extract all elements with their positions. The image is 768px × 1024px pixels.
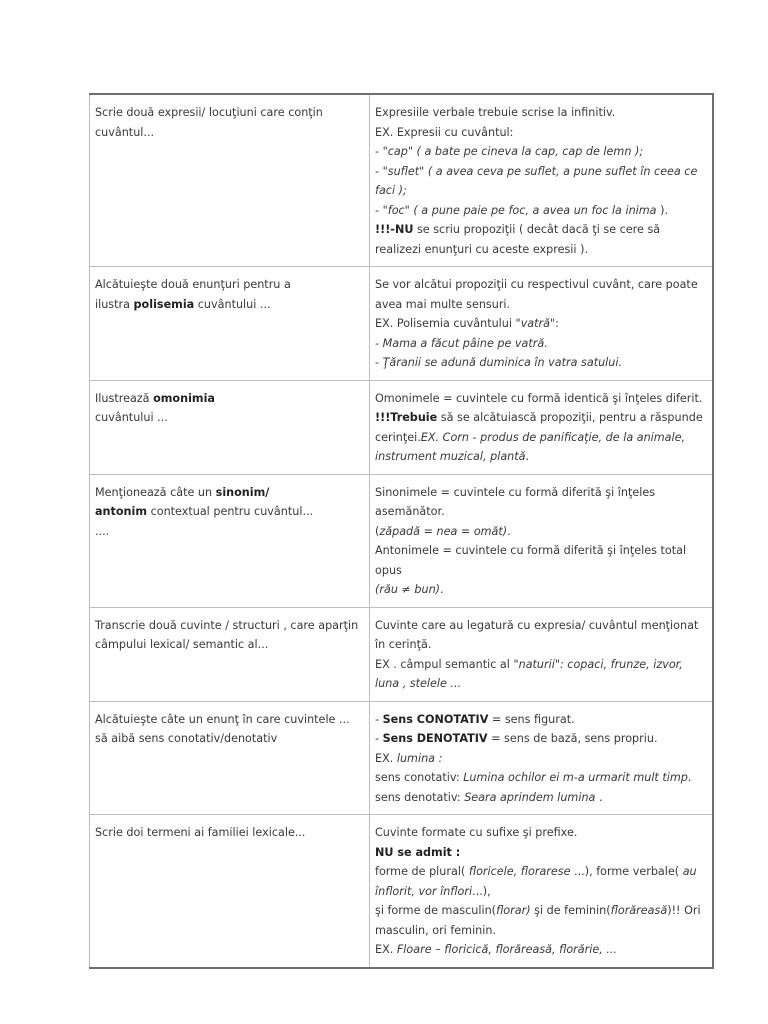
bold-text: Sens DENOTATIV [382, 732, 488, 745]
text-run: realizezi enunţuri cu aceste expresii ). [375, 242, 589, 256]
text-run: sens conotativ: [375, 771, 464, 784]
text-line [375, 710, 707, 730]
text-run: ": [550, 317, 559, 330]
italic-text: lumina : [396, 751, 443, 765]
task-cell [90, 267, 370, 381]
text-run: forme de plural( [375, 865, 469, 878]
text-run: Alcătuieşte două enunţuri pentru a [95, 278, 291, 291]
italic-text: foc" ( a pune paie pe foc, a avea un foc la inima [387, 203, 657, 217]
table-row [90, 607, 713, 701]
text-run: Alcătuieşte câte un enunţ în care cuvintele ... [95, 712, 350, 726]
task-cell [90, 94, 370, 267]
text-run: )!! Ori [667, 904, 701, 917]
text-run: şi forme de masculin( [375, 904, 497, 917]
text-line [95, 635, 364, 655]
text-run: = sens de bază, sens propriu. [487, 732, 658, 745]
text-line [375, 674, 707, 694]
text-line [375, 901, 707, 921]
text-line [375, 522, 707, 542]
text-line [95, 123, 364, 143]
italic-text: luna , stelele ... [375, 677, 462, 690]
text-line [375, 561, 707, 581]
explanation-cell [370, 815, 713, 968]
text-run: cuvântului ... [194, 297, 271, 311]
italic-text: EX. Corn - produs de panificaţie, de la animale, [420, 430, 686, 444]
text-run: avea mai multe sensuri. [375, 297, 511, 311]
text-line [375, 921, 707, 941]
text-line [95, 275, 364, 295]
task-cell [90, 607, 370, 701]
text-line [375, 541, 707, 561]
text-line [375, 940, 707, 960]
text-run: EX. [375, 943, 397, 956]
text-line [95, 408, 364, 428]
bold-text: antonim [95, 505, 148, 518]
text-line [375, 483, 707, 503]
task-cell [90, 815, 370, 968]
worksheet-table [89, 93, 714, 969]
text-line [95, 823, 364, 843]
text-line [375, 103, 707, 123]
text-run: - " [375, 203, 388, 217]
explanation-cell [370, 474, 713, 607]
bold-text: !!!-NU [375, 223, 414, 236]
italic-text: faci ); [375, 184, 407, 197]
text-run: în cerinţă. [375, 638, 432, 651]
text-line [375, 729, 707, 749]
table-row [90, 815, 713, 968]
text-run: Omonimele = cuvintele cu formă identică şi înţeles diferit. [375, 391, 703, 405]
text-run: cuvântul... [95, 125, 155, 139]
text-run: Se vor alcătui propoziţii cu respectivul cuvânt, care poate [375, 278, 698, 291]
text-run: cerinţei. [375, 430, 421, 444]
italic-text: au [682, 865, 697, 878]
text-run: . [440, 583, 444, 596]
text-line [375, 314, 707, 334]
italic-text: Floare – floricică, florăreasă, florărie, ... [396, 943, 618, 956]
table-body [90, 94, 713, 968]
italic-text: "naturii": copaci, frunze, izvor, [513, 657, 683, 671]
text-line [375, 162, 707, 182]
text-line [95, 522, 364, 542]
text-line [375, 240, 707, 260]
text-line [375, 295, 707, 315]
table-row [90, 474, 713, 607]
text-run: . [507, 524, 511, 538]
text-line [375, 408, 707, 428]
text-line [95, 103, 364, 123]
text-run: ...), forme verbale( [570, 865, 683, 878]
text-run: . [595, 790, 603, 804]
italic-text: florăreasă [610, 904, 668, 917]
text-line [375, 635, 707, 655]
text-line [375, 334, 707, 354]
text-run: EX. Polisemia cuvântului " [375, 317, 521, 330]
text-line [375, 655, 707, 675]
text-line [375, 788, 707, 808]
text-line [95, 616, 364, 636]
table-row [90, 267, 713, 381]
text-line [95, 389, 364, 409]
bold-text: polisemia [133, 297, 195, 311]
text-line [375, 580, 707, 600]
text-run: se scriu propoziţii ( decât dacă ţi se cere să [413, 223, 661, 236]
text-run: masculin, ori feminin. [375, 923, 497, 937]
italic-text: Lumina ochilor ei m-a urmarit mult timp [463, 771, 688, 784]
text-run: Expresiile verbale trebuie scrise la infinitiv. [375, 106, 616, 119]
task-cell [90, 474, 370, 607]
text-run: Sinonimele = cuvintele cu formă diferită şi înţeles [375, 485, 656, 499]
bold-text: sinonim/ [215, 485, 270, 499]
text-line [375, 447, 707, 467]
table-row [90, 94, 713, 267]
explanation-cell [370, 701, 713, 815]
text-run: ...), [472, 884, 491, 898]
text-run: = sens figurat. [488, 712, 575, 726]
text-run: câmpului lexical/ semantic al... [95, 638, 269, 651]
task-cell [90, 701, 370, 815]
text-run: să aibă sens conotativ/denotativ [95, 732, 278, 745]
italic-text: înflorit, vor înflori [375, 884, 473, 898]
explanation-cell [370, 267, 713, 381]
text-run: ). [656, 203, 669, 217]
text-line [95, 502, 364, 522]
italic-text: (rău ≠ bun) [375, 583, 441, 596]
italic-text: vatră [520, 317, 551, 330]
explanation-cell [370, 94, 713, 267]
explanation-cell [370, 380, 713, 474]
bold-text: NU se admit : [375, 845, 461, 859]
text-run: .... [95, 524, 110, 538]
text-line [95, 483, 364, 503]
text-run: . [687, 771, 692, 784]
text-line [375, 389, 707, 409]
text-line [375, 502, 707, 522]
text-line [375, 220, 707, 240]
text-run: sens denotativ: [375, 790, 465, 804]
text-run: EX . câmpul semantic al [375, 657, 514, 671]
text-line [375, 142, 707, 162]
task-cell [90, 380, 370, 474]
text-run: Scrie doi termeni ai familiei lexicale... [95, 826, 306, 839]
italic-text: suflet" ( a avea ceva pe suflet, a pune suflet în ceea ce [387, 164, 698, 178]
text-line [375, 768, 707, 788]
text-run: să se alcătuiască propoziţii, pentru a răspunde [437, 411, 703, 424]
italic-text: Seara aprindem lumina [464, 790, 596, 804]
text-run: Cuvinte care au legatură cu expresia/ cuvântul menţionat [375, 618, 699, 632]
text-line [375, 353, 707, 373]
text-run: opus [375, 563, 402, 577]
text-run: EX. [375, 751, 397, 765]
table-row [90, 701, 713, 815]
italic-text: floricele, florarese [468, 865, 571, 878]
text-line [375, 823, 707, 843]
text-run: Antonimele = cuvintele cu formă diferită şi înţeles total [375, 544, 687, 557]
text-run: - " [375, 145, 388, 158]
text-run: Ilustrează [95, 391, 154, 405]
bold-text: omonimia [153, 391, 215, 405]
bold-text: !!!Trebuie [375, 411, 438, 424]
text-run: contextual pentru cuvântul... [147, 505, 314, 518]
text-line [375, 749, 707, 769]
italic-text: florar) [496, 904, 531, 917]
text-line [375, 882, 707, 902]
text-run: Transcrie două cuvinte / structuri , care aparţin [95, 618, 359, 632]
text-line [375, 428, 707, 448]
italic-text: zăpadă = nea = omăt) [379, 524, 508, 538]
text-run: EX. Expresii cu cuvântul: [375, 125, 514, 139]
text-line [375, 201, 707, 221]
text-line [95, 295, 364, 315]
bold-text: Sens CONOTATIV [382, 712, 489, 726]
text-run: Cuvinte formate cu sufixe şi prefixe. [375, 826, 578, 839]
text-line [375, 843, 707, 863]
text-run: Scrie două expresii/ locuţiuni care conţin [95, 106, 323, 119]
italic-text: instrument muzical, plantă [375, 450, 526, 463]
text-line [95, 710, 364, 730]
text-line [375, 123, 707, 143]
text-run: - [375, 712, 383, 726]
text-run: ilustra [95, 297, 134, 311]
text-line [375, 616, 707, 636]
text-run: asemănător. [375, 505, 445, 518]
italic-text: - Mama a făcut pâine pe vatră. [375, 336, 548, 350]
text-run: - " [375, 164, 388, 178]
table-row [90, 380, 713, 474]
explanation-cell [370, 607, 713, 701]
italic-text: cap" ( a bate pe cineva la cap, cap de lemn ); [387, 145, 644, 158]
text-run: - [375, 732, 383, 745]
text-line [375, 862, 707, 882]
text-run: cuvântului ... [95, 411, 168, 424]
text-run: Menţionează câte un [95, 485, 216, 499]
text-run: şi de feminin( [530, 904, 611, 917]
text-line [95, 729, 364, 749]
text-run: ( [375, 524, 380, 538]
text-run: . [525, 450, 530, 463]
text-line [375, 181, 707, 201]
italic-text: - Ţăranii se adună duminica în vatra satului. [375, 356, 623, 369]
text-line [375, 275, 707, 295]
